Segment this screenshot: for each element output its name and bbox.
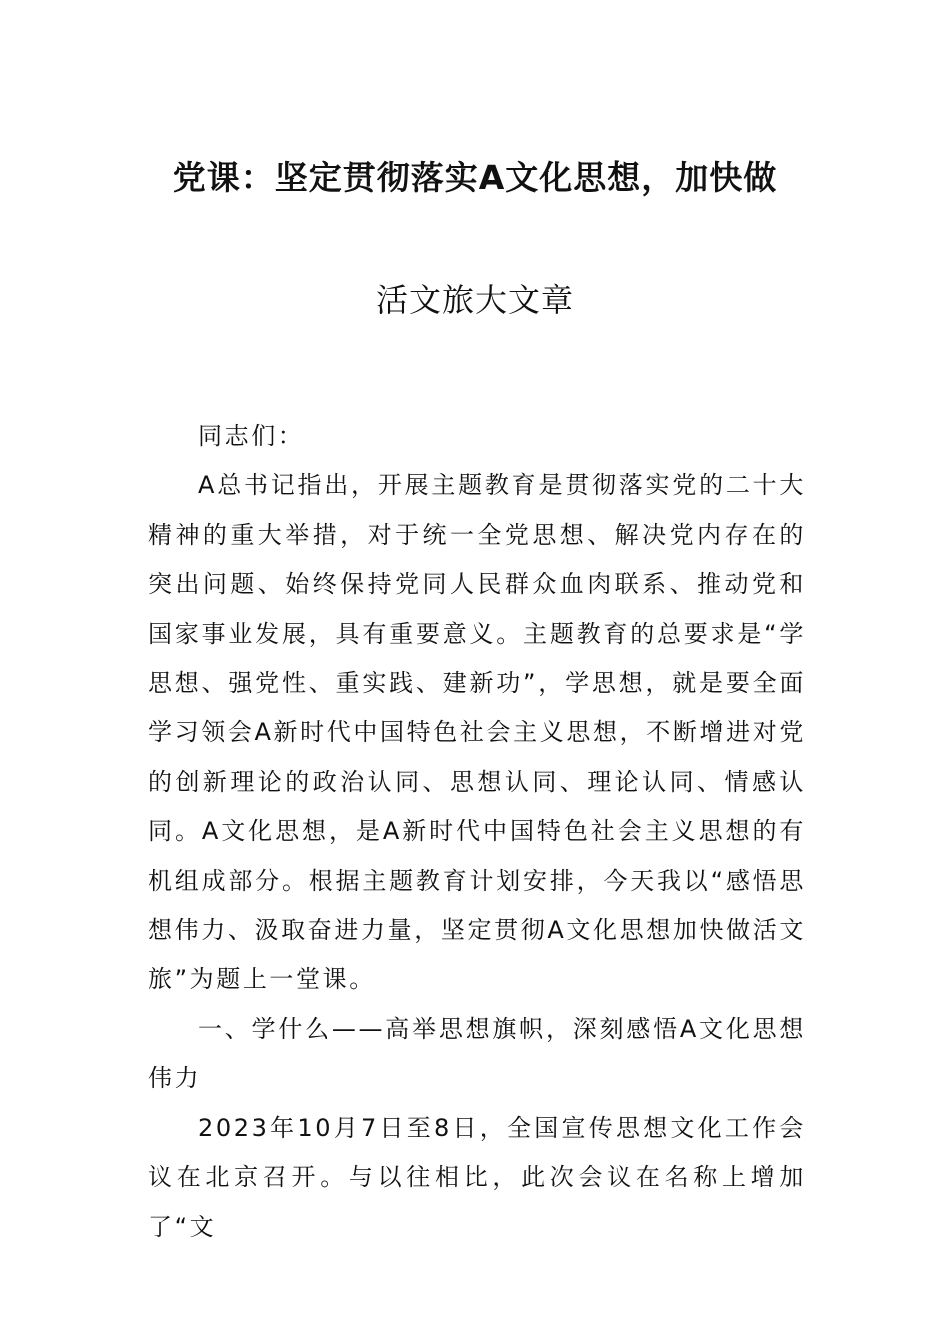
section-heading-1: 一、学什么——高举思想旗帜，深刻感悟A文化思想伟力 [148,1014,806,1093]
document-title-line-2: 活文旅大文章 [375,281,574,319]
greeting: 同志们： [198,422,305,450]
document-title-line-1: 党课：坚定贯彻落实A文化思想，加快做 [172,158,778,197]
paragraph-conference: 2023年10月7日至8日，全国宣传思想文化工作会议在北京召开。与以往相比，此次会议在名称上增加了“文 [148,1113,806,1241]
document-body [148,412,806,1252]
paragraph-intro: A总书记指出，开展主题教育是贯彻落实党的二十大精神的重大举措，对于统一全党思想、解决党内存在的突出问题、始终保持党同人民群众血肉联系、推动党和国家事业发展，具有重要意义。主题教育的总要求是“学思想、强党性、重实践、建新功”，学思想，就是要全面学习领会A新时代中国特色社会主义思想，不断增进对党的创新理论的政治认同、思想认同、理论认同、情感认同。A文化思想，是A新时代中国特色社会主义思想的有机组成部分。根据主题教育计划安排，今天我以“感悟思想伟力、汲取奋进力量，坚定贯彻A文化思想加快做活文旅”为题上一堂课。 [148,471,806,994]
